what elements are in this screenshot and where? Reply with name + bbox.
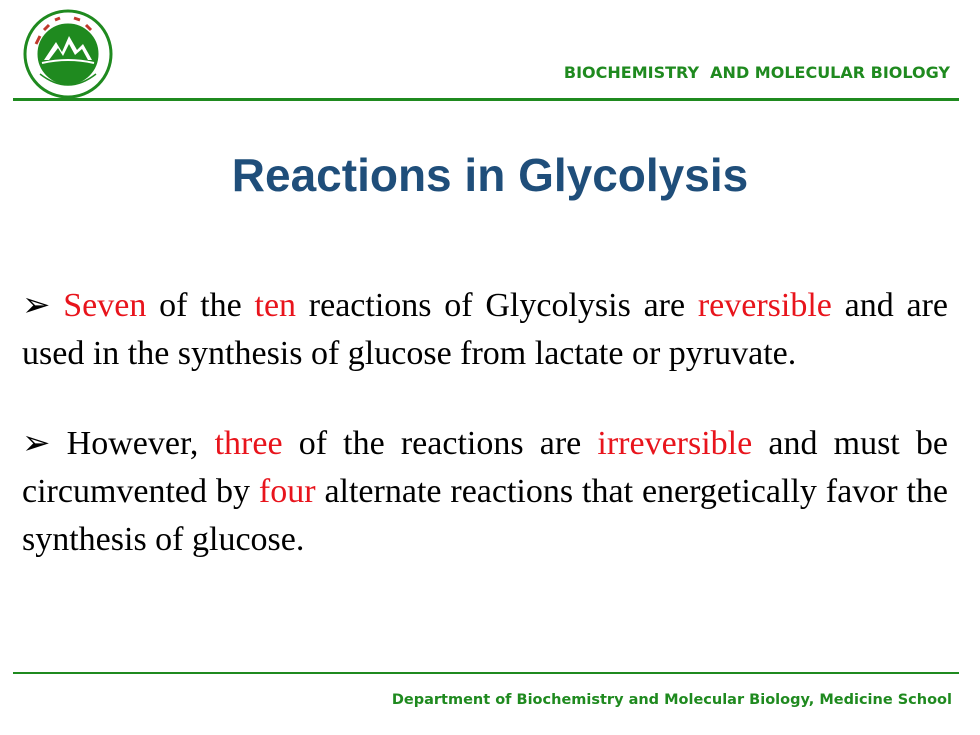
slide-title: Reactions in Glycolysis [231, 149, 749, 201]
text-segment: of the [146, 287, 255, 324]
university-seal-icon [22, 8, 114, 100]
department-banner: BIOCHEMISTRY AND MOLECULAR BIOLOGY [563, 63, 950, 82]
text-segment: However, [50, 425, 215, 462]
bullet-marker-icon: ➢ [22, 425, 51, 462]
highlight-irreversible: irreversible [597, 425, 753, 462]
highlight-reversible: reversible [697, 287, 832, 324]
highlight-four: four [258, 473, 316, 510]
footer-divider [13, 672, 959, 674]
text-segment: and are used in the synthesis of glucose from lactate or pyruvate. [22, 287, 949, 372]
highlight-seven: Seven [63, 287, 147, 324]
text-segment: reactions of Glycolysis are [296, 287, 698, 324]
highlight-ten: ten [254, 287, 297, 324]
header-divider [13, 98, 959, 101]
bullet-marker-icon: ➢ [22, 287, 51, 324]
footer-text: Department of Biochemistry and Molecular Biology, Medicine School [391, 692, 952, 708]
text-segment: and must be circumvented by [22, 425, 948, 510]
bullet-paragraph-2 [22, 420, 948, 564]
text-segment: alternate reactions that energetically favor the synthesis of glucose. [22, 473, 948, 558]
bullet-paragraph-1 [22, 282, 948, 378]
highlight-three: three [214, 425, 283, 462]
text-segment: of the reactions are [282, 425, 598, 462]
